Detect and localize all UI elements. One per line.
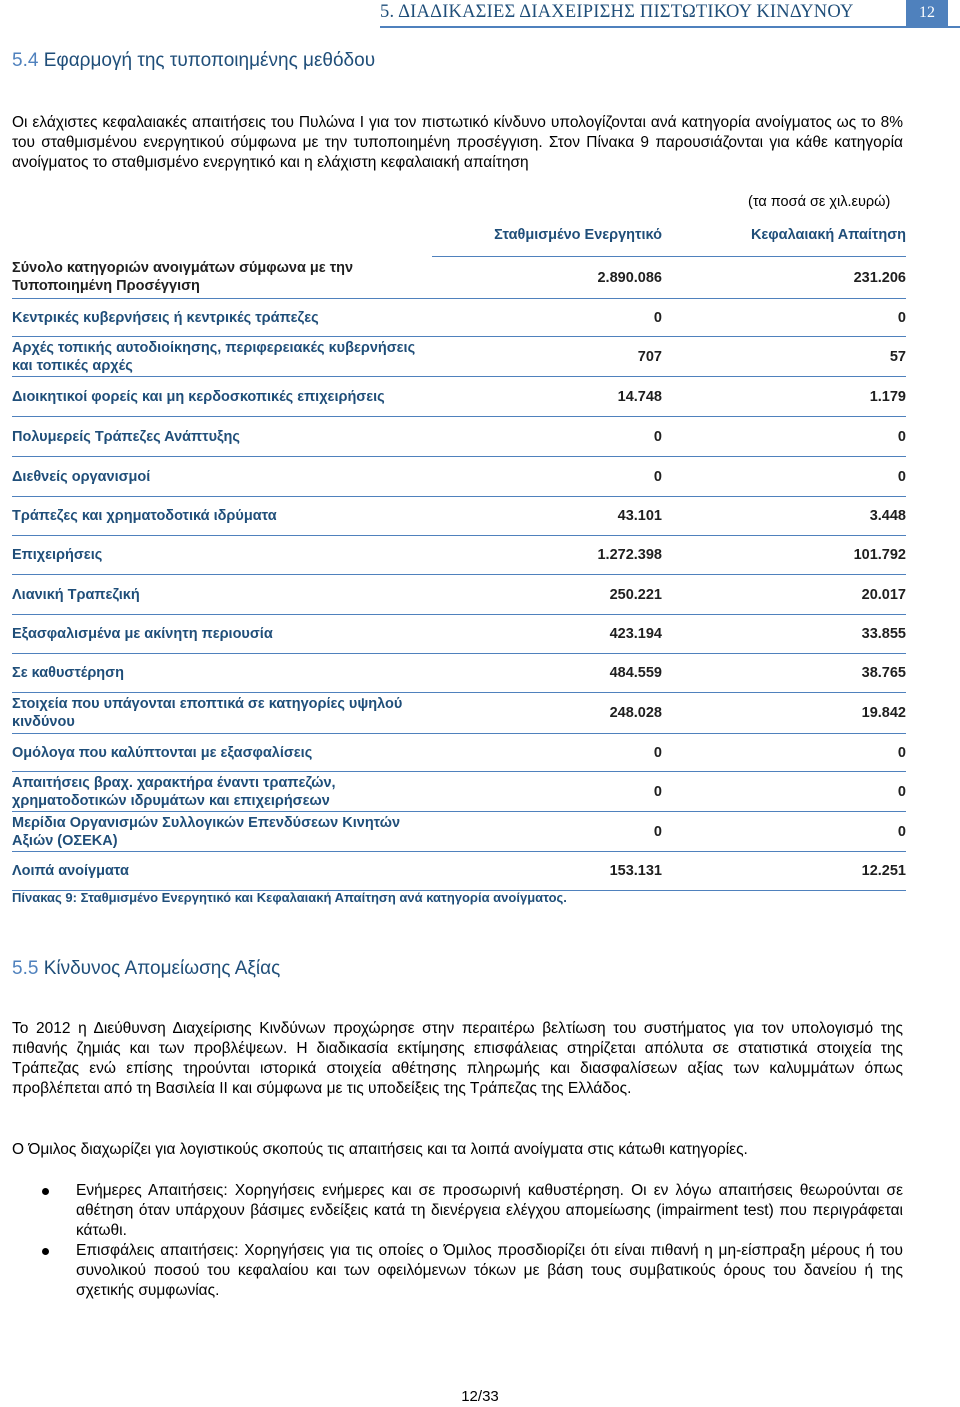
row-label: Λιανική Τραπεζική (12, 575, 432, 615)
table-row (12, 337, 906, 377)
capital-value: 0 (662, 457, 906, 497)
section-number: 5.5 (12, 958, 39, 979)
table-row (12, 497, 906, 536)
weighted-value: 250.221 (432, 575, 662, 615)
capital-value: 0 (662, 417, 906, 457)
list-item (12, 1241, 903, 1301)
section-5-5-paragraph-2: Ο Όμιλος διαχωρίζει για λογιστικούς σκοπούς τις απαιτήσεις και τα λοιπά ανοίγματα στις κάτωθι κατηγορίες. (12, 1141, 748, 1158)
column-header-capital: Κεφαλαιακή Απαίτηση (662, 214, 906, 257)
row-label: Σύνολο κατηγοριών ανοιγμάτων σύμφωνα με την Τυποποιημένη Προσέγγιση (12, 257, 432, 299)
capital-value: 38.765 (662, 654, 906, 693)
row-label: Ομόλογα που καλύπτονται με εξασφαλίσεις (12, 734, 432, 772)
weighted-value: 707 (432, 337, 662, 377)
bullet-icon (42, 1188, 49, 1195)
weighted-value: 248.028 (432, 693, 662, 734)
row-label: Απαιτήσεις βραχ. χαρακτήρα έναντι τραπεζών, χρηματοδοτικών ιδρυμάτων και επιχειρήσεων (12, 772, 432, 812)
table-row (12, 299, 906, 337)
row-label: Αρχές τοπικής αυτοδιοίκησης, περιφερειακές κυβερνήσεις και τοπικές αρχές (12, 337, 432, 377)
capital-value: 20.017 (662, 575, 906, 615)
section-title: Κίνδυνος Απομείωσης Αξίας (43, 958, 281, 979)
bullet-icon (42, 1248, 49, 1255)
weighted-value: 423.194 (432, 615, 662, 654)
table-row (12, 615, 906, 654)
weighted-value: 43.101 (432, 497, 662, 536)
weighted-value: 0 (432, 812, 662, 852)
capital-value: 0 (662, 299, 906, 337)
chapter-header: 5. ΔΙΑΔΙΚΑΣΙΕΣ ΔΙΑΧΕΙΡΙΣΗΣ ΠΙΣΤΩΤΙΚΟΥ ΚΙΝΔΥΝΟΥ (380, 2, 854, 22)
row-label: Πολυμερείς Τράπεζες Ανάπτυξης (12, 417, 432, 457)
table-row (12, 417, 906, 457)
header-rule (380, 26, 960, 28)
table-caption: Πίνακας 9: Σταθμισμένο Ενεργητικό και Κεφαλαιακή Απαίτηση ανά κατηγορία ανοίγματος. (12, 890, 567, 905)
row-label: Διοικητικοί φορείς και μη κερδοσκοπικές επιχειρήσεις (12, 377, 432, 417)
capital-value: 0 (662, 812, 906, 852)
bullet-text: Ενήμερες Απαιτήσεις: Χορηγήσεις ενήμερες και σε προσωρινή καθυστέρηση. Οι εν λόγω απαιτήσεις θεωρούνται σε αθέτηση όταν υπάρχουν βάσιμες ενδείξεις κατά τη διενέργεια ελέγχου απομείωσης (impairment test) που περιγράφεται κάτωθι. (76, 1182, 903, 1239)
list-item (12, 1181, 903, 1241)
table-header-row (12, 214, 906, 257)
weighted-value: 2.890.086 (432, 257, 662, 299)
capital-value: 101.792 (662, 536, 906, 575)
weighted-value: 0 (432, 772, 662, 812)
table-row (12, 257, 906, 299)
table-row (12, 575, 906, 615)
capital-value: 3.448 (662, 497, 906, 536)
table-row (12, 377, 906, 417)
table-row (12, 734, 906, 772)
table-row (12, 693, 906, 734)
weighted-value: 0 (432, 734, 662, 772)
row-label: Μερίδια Οργανισμών Συλλογικών Επενδύσεων Κινητών Αξιών (ΟΣΕΚΑ) (12, 812, 432, 852)
capital-value: 57 (662, 337, 906, 377)
category-bullet-list (12, 1181, 903, 1301)
weighted-value: 14.748 (432, 377, 662, 417)
section-5-5-heading (12, 958, 280, 980)
row-label: Εξασφαλισμένα με ακίνητη περιουσία (12, 615, 432, 654)
header-empty-cell (12, 214, 432, 257)
row-label: Επιχειρήσεις (12, 536, 432, 575)
units-note: (τα ποσά σε χιλ.ευρώ) (748, 194, 891, 210)
weighted-assets-table (12, 214, 906, 891)
page-number-badge: 12 (906, 0, 948, 26)
table-row (12, 654, 906, 693)
section-5-5-paragraph-1: Το 2012 η Διεύθυνση Διαχείρισης Κινδύνων προχώρησε στην περαιτέρω βελτίωση του συστήματος για τον υπολογισμό της πιθανής ζημιάς και των προβλέψεων. Η διαδικασία εκτίμησης επισφάλειας στηρίζεται απόλυτα σε στατιστικά στοιχεία της Τράπεζας ενώ επίσης τηρούνται ιστορικά στοιχεία αθέτησης πληρωμής και διασφαλίσεων αξίας των καλυμμάτων όπως προβλέπεται από τη Βασιλεία ΙΙ και σύμφωνα με τις υποδείξεις της Τράπεζας της Ελλάδος. (12, 1020, 903, 1097)
capital-value: 0 (662, 772, 906, 812)
row-label: Τράπεζες και χρηματοδοτικά ιδρύματα (12, 497, 432, 536)
capital-value: 12.251 (662, 852, 906, 891)
weighted-value: 0 (432, 299, 662, 337)
capital-value: 0 (662, 734, 906, 772)
section-5-4-heading (12, 50, 375, 72)
weighted-value: 0 (432, 417, 662, 457)
table-row (12, 852, 906, 891)
table-row (12, 536, 906, 575)
capital-value: 1.179 (662, 377, 906, 417)
section-5-4-paragraph: Οι ελάχιστες κεφαλαιακές απαιτήσεις του Πυλώνα Ι για τον πιστωτικό κίνδυνο υπολογίζονται ανά κατηγορία ανοίγματος ως το 8% του σταθμισμένου ενεργητικού σύμφωνα με την τυποποιημένη προσέγγιση. Στον Πίνακα 9 παρουσιάζονται για κάθε κατηγορία ανοίγματος το σταθμισμένο ενεργητικό και η ελάχιστη κεφαλαιακή απαίτηση (12, 114, 903, 171)
row-label: Λοιπά ανοίγματα (12, 852, 432, 891)
capital-value: 33.855 (662, 615, 906, 654)
capital-value: 231.206 (662, 257, 906, 299)
bullet-text: Επισφάλεις απαιτήσεις: Χορηγήσεις για τις οποίες ο Όμιλος προσδιορίζει ότι είναι πιθανή η μη-είσπραξη μέρους ή του συνολικού ποσού του κεφαλαίου και των οφειλόμενων τόκων με βάση τους συμβατικούς όρους του δανείου ή της σχετικής συμφωνίας. (76, 1242, 903, 1299)
section-number: 5.4 (12, 50, 39, 71)
capital-value: 19.842 (662, 693, 906, 734)
footer-page-number: 12/33 (461, 1388, 499, 1405)
row-label: Στοιχεία που υπάγονται εποπτικά σε κατηγορίες υψηλού κινδύνου (12, 693, 432, 734)
row-label: Σε καθυστέρηση (12, 654, 432, 693)
table-row (12, 772, 906, 812)
row-label: Κεντρικές κυβερνήσεις ή κεντρικές τράπεζες (12, 299, 432, 337)
weighted-value: 1.272.398 (432, 536, 662, 575)
weighted-value: 484.559 (432, 654, 662, 693)
column-header-weighted: Σταθμισμένο Ενεργητικό (432, 214, 662, 257)
table-row (12, 457, 906, 497)
row-label: Διεθνείς οργανισμοί (12, 457, 432, 497)
weighted-value: 0 (432, 457, 662, 497)
weighted-value: 153.131 (432, 852, 662, 891)
table-row (12, 812, 906, 852)
section-title: Εφαρμογή της τυποποιημένης μεθόδου (43, 50, 376, 71)
